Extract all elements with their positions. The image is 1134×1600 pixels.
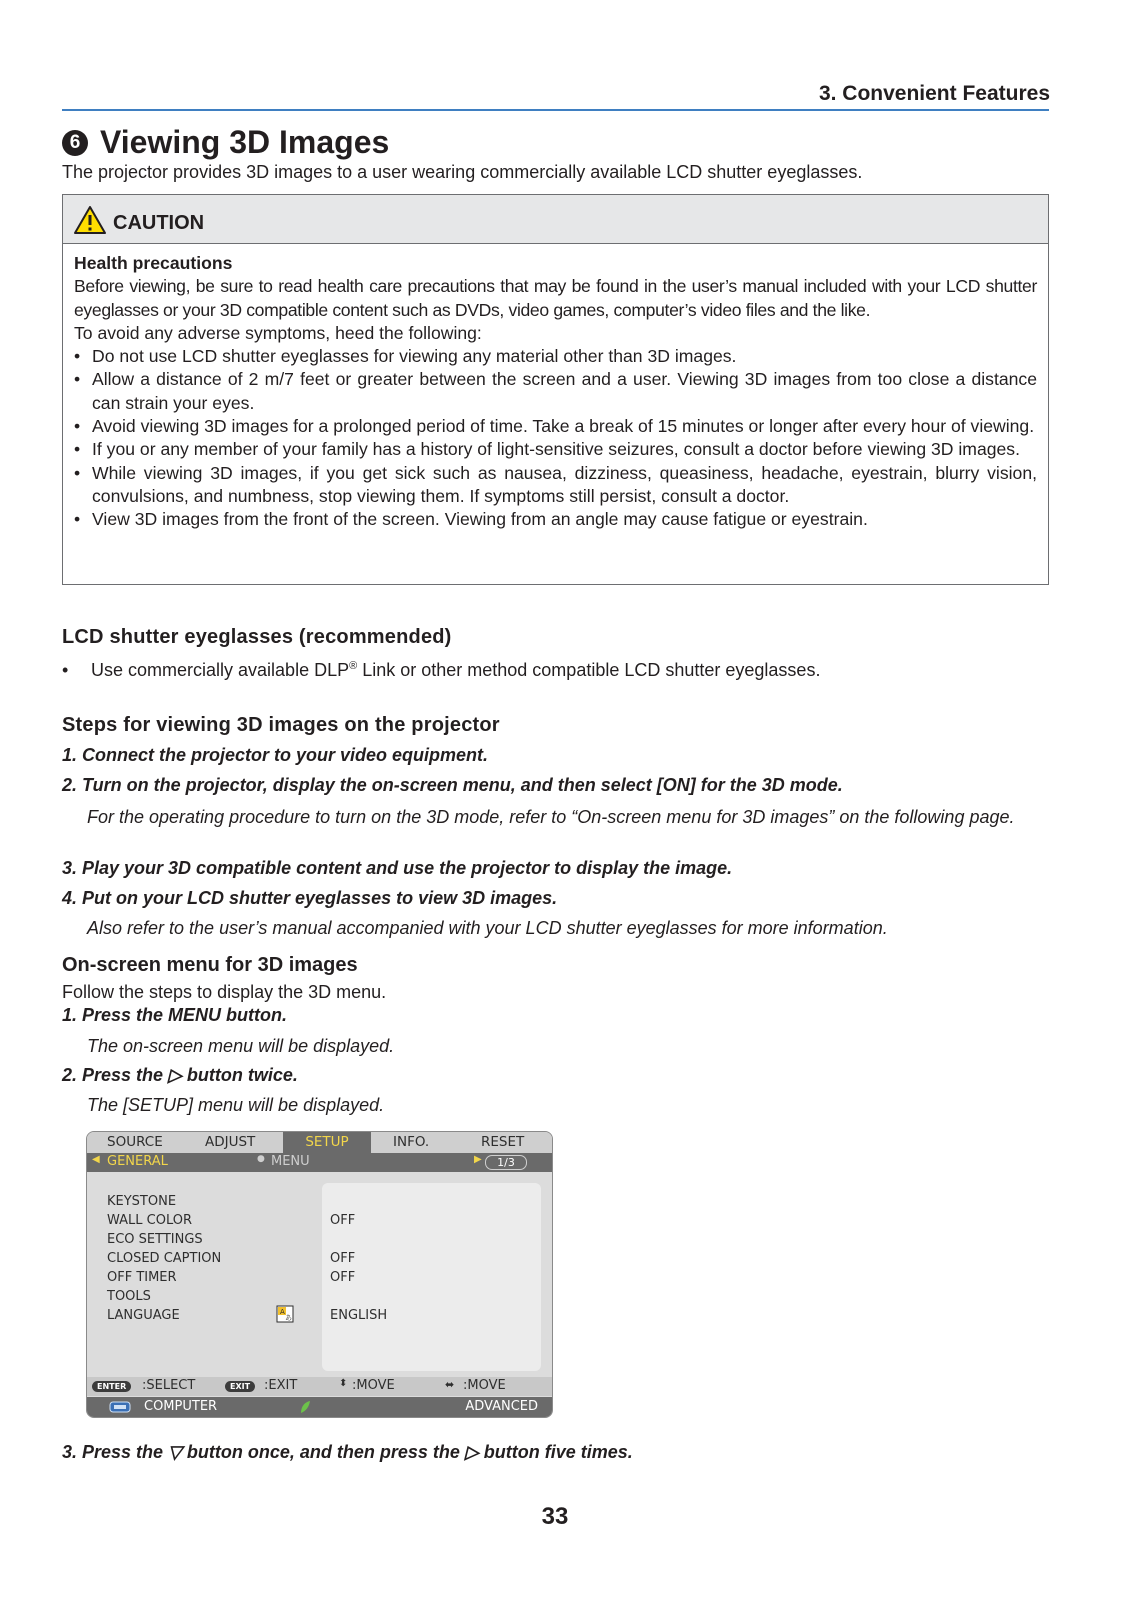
language-icon [276,1305,294,1323]
status-mode: ADVANCED [465,1399,538,1414]
eco-leaf-icon [299,1400,311,1414]
caution-box [62,194,1049,585]
sub-menu[interactable]: MENU [271,1154,310,1169]
step-2-note: For the operating procedure to turn on the 3D mode, refer to “On-screen menu for 3D images” on the following page. [87,807,1015,827]
computer-input-icon [109,1401,131,1413]
menu-item-closed-caption[interactable]: CLOSED CAPTION [107,1251,222,1266]
steps-heading: Steps for viewing 3D images on the projector [62,714,500,736]
help-select: :SELECT [142,1378,196,1393]
menu-value-list [330,1192,387,1325]
osm-step-3: 3. Press the ▽ button once, and then press the ▷ button five times. [62,1442,633,1462]
step-3: 3. Play your 3D compatible content and use the projector to display the image. [62,858,733,878]
chapter-header: 3. Convenient Features [818,82,1050,105]
page-indicator: 1/3 [485,1155,527,1170]
svg-text:あ: あ [285,1314,292,1322]
status-source: COMPUTER [144,1399,218,1414]
intro-text: The projector provides 3D images to a user wearing commercially available LCD shutter eyeglasses. [62,162,863,182]
header-rule [62,109,1049,111]
menu-value: OFF [330,1251,356,1266]
tab-reset[interactable]: RESET [481,1134,525,1150]
tab-source[interactable]: SOURCE [107,1134,163,1150]
page-number: 33 [541,1503,569,1530]
menu-item-off-timer[interactable]: OFF TIMER [107,1270,177,1285]
menu-item-list [107,1192,221,1325]
sub-general[interactable]: GENERAL [107,1154,168,1169]
caution-bullet: • View 3D images from the front of the screen. Viewing from an angle may cause fatigue or eyestrain. [74,508,1037,531]
caution-label: CAUTION [113,212,205,234]
caution-paragraph: Before viewing, be sure to read health care precautions that may be found in the user’s manual included with your LCD shutter eyeglasses or your 3D compatible content such as DVDs, video games, computer’s video files and the like. [74,276,1037,320]
menu-value: OFF [330,1213,356,1228]
bullet-icon: ● [257,1154,265,1164]
caution-body [74,252,1037,532]
enter-key-badge: ENTER [92,1381,131,1392]
osm-heading: On-screen menu for 3D images [62,954,358,976]
menu-item-language[interactable]: LANGUAGE [107,1308,180,1323]
warning-icon [73,205,107,235]
menu-help-bar [87,1377,552,1396]
caution-bullet: • Do not use LCD shutter eyeglasses for viewing any material other than 3D images. [74,345,1037,368]
menu-value [330,1192,387,1211]
caution-bullet: • While viewing 3D images, if you get sick such as nausea, dizziness, queasiness, headache, eyestrain, blurry vision, convulsions, and numbness, stop viewing them. If symptoms still persist, consult a doctor. [74,462,1037,509]
tab-info[interactable]: INFO. [393,1134,430,1150]
menu-item-wall-color[interactable]: WALL COLOR [107,1213,193,1228]
up-down-icon: ⬍ [339,1378,348,1389]
caution-bullet: • If you or any member of your family has a history of light-sensitive seizures, consult a doctor before viewing 3D images. [74,438,1037,461]
right-arrow-icon: ▶ [474,1154,482,1165]
lcd-bullet-post: Link or other method compatible LCD shutter eyeglasses. [357,660,821,680]
osm-step-1: 1. Press the MENU button. [62,1005,288,1025]
menu-value: ENGLISH [330,1308,388,1323]
osm-intro: Follow the steps to display the 3D menu. [62,982,387,1002]
menu-item-tools[interactable]: TOOLS [107,1289,151,1304]
lcd-heading: LCD shutter eyeglasses (recommended) [62,626,452,648]
step-4-note: Also refer to the user’s manual accompanied with your LCD shutter eyeglasses for more information. [87,918,888,938]
caution-bullet: • Avoid viewing 3D images for a prolonged period of time. Take a break of 15 minutes or longer after every hour of viewing. [74,415,1037,438]
onscreen-menu [86,1131,553,1418]
health-precautions-heading: Health precautions [74,253,233,273]
menu-status-bar [87,1397,552,1417]
lcd-bullet-pre: Use commercially available DLP [91,660,350,680]
left-arrow-icon: ◀ [92,1154,100,1165]
step-1: 1. Connect the projector to your video equipment. [62,745,489,765]
tab-adjust[interactable]: ADJUST [205,1134,256,1150]
step-4: 4. Put on your LCD shutter eyeglasses to view 3D images. [62,888,558,908]
menu-value [330,1230,387,1249]
menu-tab-bar [87,1132,552,1153]
left-right-icon: ⬌ [445,1378,455,1391]
menu-value [330,1287,387,1306]
caution-paragraph-2: To avoid any adverse symptoms, heed the following: [74,322,482,343]
osm-step-1-note: The on-screen menu will be displayed. [87,1036,395,1056]
section-number-badge: 6 [62,130,88,156]
registered-mark: ® [349,660,358,672]
exit-key-badge: EXIT [225,1381,255,1392]
caution-header [63,195,1048,244]
step-2: 2. Turn on the projector, display the on-screen menu, and then select [ON] for the 3D mode. [62,775,843,795]
menu-value: OFF [330,1270,356,1285]
caution-bullet: • Allow a distance of 2 m/7 feet or greater between the screen and a user. Viewing 3D images from too close a distance can strain your eyes. [74,368,1037,415]
page-title-text: Viewing 3D Images [100,124,390,160]
page-title [62,124,389,161]
help-exit: :EXIT [264,1378,298,1393]
svg-text:A: A [280,1308,285,1316]
osm-step-2-note: The [SETUP] menu will be displayed. [87,1095,385,1115]
help-move-vertical: :MOVE [352,1378,395,1393]
help-move-horizontal: :MOVE [463,1378,506,1393]
menu-subheader [87,1153,552,1172]
menu-item-eco-settings[interactable]: ECO SETTINGS [107,1232,203,1247]
menu-item-keystone[interactable]: KEYSTONE [107,1194,177,1209]
lcd-bullet: • Use commercially available DLP® Link or other method compatible LCD shutter eyeglasses. [62,660,821,680]
tab-setup[interactable]: SETUP [283,1132,371,1153]
osm-step-2: 2. Press the ▷ button twice. [62,1065,298,1085]
